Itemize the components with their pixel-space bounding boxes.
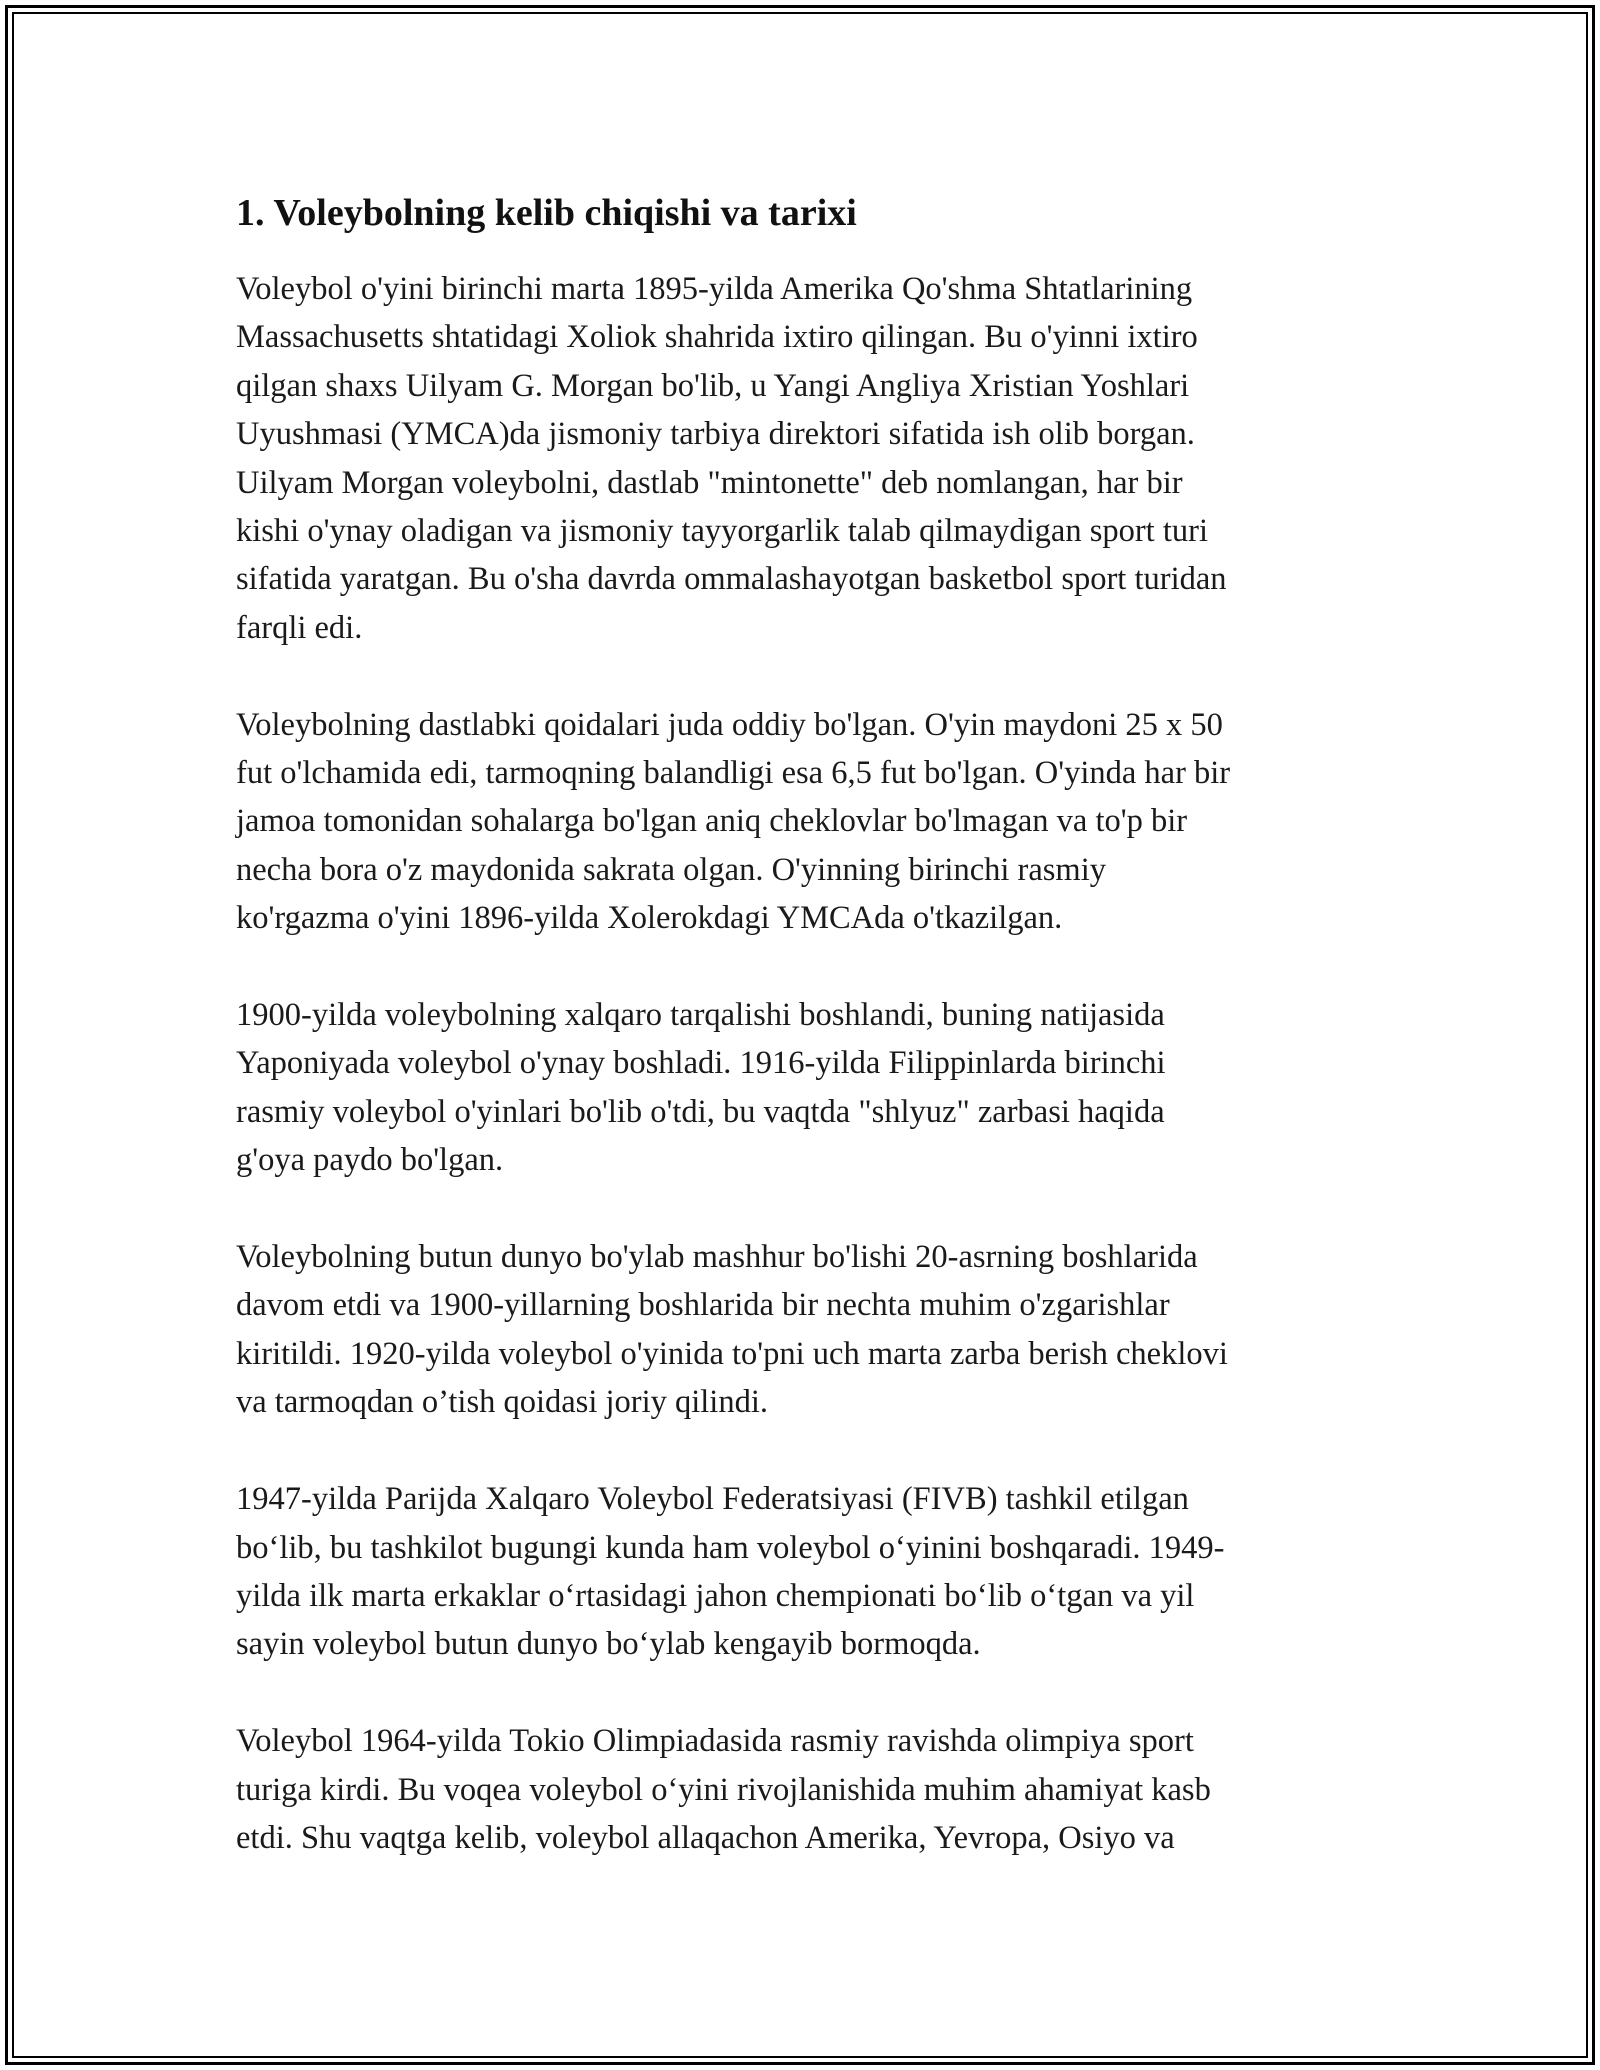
text-line: sifatida yaratgan. Bu o'sha davrda ommalashayotgan basketbol sport turidan	[236, 561, 1227, 598]
text-line: Yaponiyada voleybol o'ynay boshladi. 1916-yilda Filippinlarda birinchi	[236, 1045, 1166, 1082]
document-body	[236, 185, 1366, 1911]
text-line: necha bora o'z maydonida sakrata olgan. O'yinning birinchi rasmiy	[236, 851, 1106, 888]
text-line: etdi. Shu vaqtga kelib, voleybol allaqachon Amerika, Yevropa, Osiyo va	[236, 1819, 1175, 1856]
paragraph-1	[236, 265, 1366, 652]
paragraph-5	[236, 1475, 1366, 1669]
text-line: fut o'lchamida edi, tarmoqning balandligi esa 6,5 fut bo'lgan. O'yinda har bir	[236, 755, 1231, 792]
text-line: 1947-yilda Parijda Xalqaro Voleybol Federatsiyasi (FIVB) tashkil etilgan	[236, 1481, 1189, 1518]
text-line: Voleybol 1964-yilda Tokio Olimpiadasida rasmiy ravishda olimpiya sport	[236, 1723, 1194, 1760]
text-line: qilgan shaxs Uilyam G. Morgan bo'lib, u Yangi Angliya Xristian Yoshlari	[236, 367, 1190, 404]
text-line: Uyushmasi (YMCA)da jismoniy tarbiya direktori sifatida ish olib borgan.	[236, 416, 1195, 453]
section-heading: 1. Voleybolning kelib chiqishi va tarixi	[236, 192, 857, 234]
text-line: Massachusetts shtatidagi Xoliok shahrida ixtiro qilingan. Bu o'yinni ixtiro	[236, 319, 1198, 356]
text-line: Voleybolning butun dunyo bo'ylab mashhur bo'lishi 20-asrning boshlarida	[236, 1239, 1198, 1276]
text-line: 1900-yilda voleybolning xalqaro tarqalishi boshlandi, buning natijasida	[236, 997, 1165, 1034]
text-line: Voleybolning dastlabki qoidalari juda oddiy bo'lgan. O'yin maydoni 25 x 50	[236, 706, 1223, 743]
text-line: farqli edi.	[236, 609, 363, 646]
text-line: Voleybol o'yini birinchi marta 1895-yilda Amerika Qo'shma Shtatlarining	[236, 271, 1193, 307]
text-line: turiga kirdi. Bu voqea voleybol oʻyini rivojlanishida muhim ahamiyat kasb	[236, 1771, 1211, 1808]
text-line: Uilyam Morgan voleybolni, dastlab "mintonette" deb nomlangan, har bir	[236, 464, 1183, 501]
text-line: boʻlib, bu tashkilot bugungi kunda ham voleybol oʻyinini boshqaradi. 1949-	[236, 1529, 1225, 1566]
paragraph-3	[236, 991, 1366, 1185]
text-line: jamoa tomonidan sohalarga bo'lgan aniq cheklovlar bo'lmagan va to'p bir	[236, 803, 1188, 840]
text-line: yilda ilk marta erkaklar oʻrtasidagi jahon chempionati boʻlib oʻtgan va yil	[236, 1577, 1195, 1614]
paragraph-4	[236, 1233, 1366, 1427]
text-line: sayin voleybol butun dunyo boʻylab kengayib bormoqda.	[236, 1626, 981, 1663]
text-line: kiritildi. 1920-yilda voleybol o'yinida to'pni uch marta zarba berish cheklovi	[236, 1335, 1228, 1372]
text-line: kishi o'ynay oladigan va jismoniy tayyorgarlik talab qilmaydigan sport turi	[236, 513, 1208, 550]
text-line: va tarmoqdan o’tish qoidasi joriy qilindi.	[236, 1384, 768, 1421]
paragraph-2	[236, 701, 1366, 943]
text-line: g'oya paydo bo'lgan.	[236, 1142, 504, 1179]
paragraph-6	[236, 1717, 1366, 1862]
text-line: davom etdi va 1900-yillarning boshlarida bir nechta muhim o'zgarishlar	[236, 1287, 1170, 1324]
text-line: ko'rgazma o'yini 1896-yilda Xolerokdagi YMCAda o'tkazilgan.	[236, 900, 1063, 937]
text-line: rasmiy voleybol o'yinlari bo'lib o'tdi, bu vaqtda "shlyuz" zarbasi haqida	[236, 1093, 1165, 1130]
